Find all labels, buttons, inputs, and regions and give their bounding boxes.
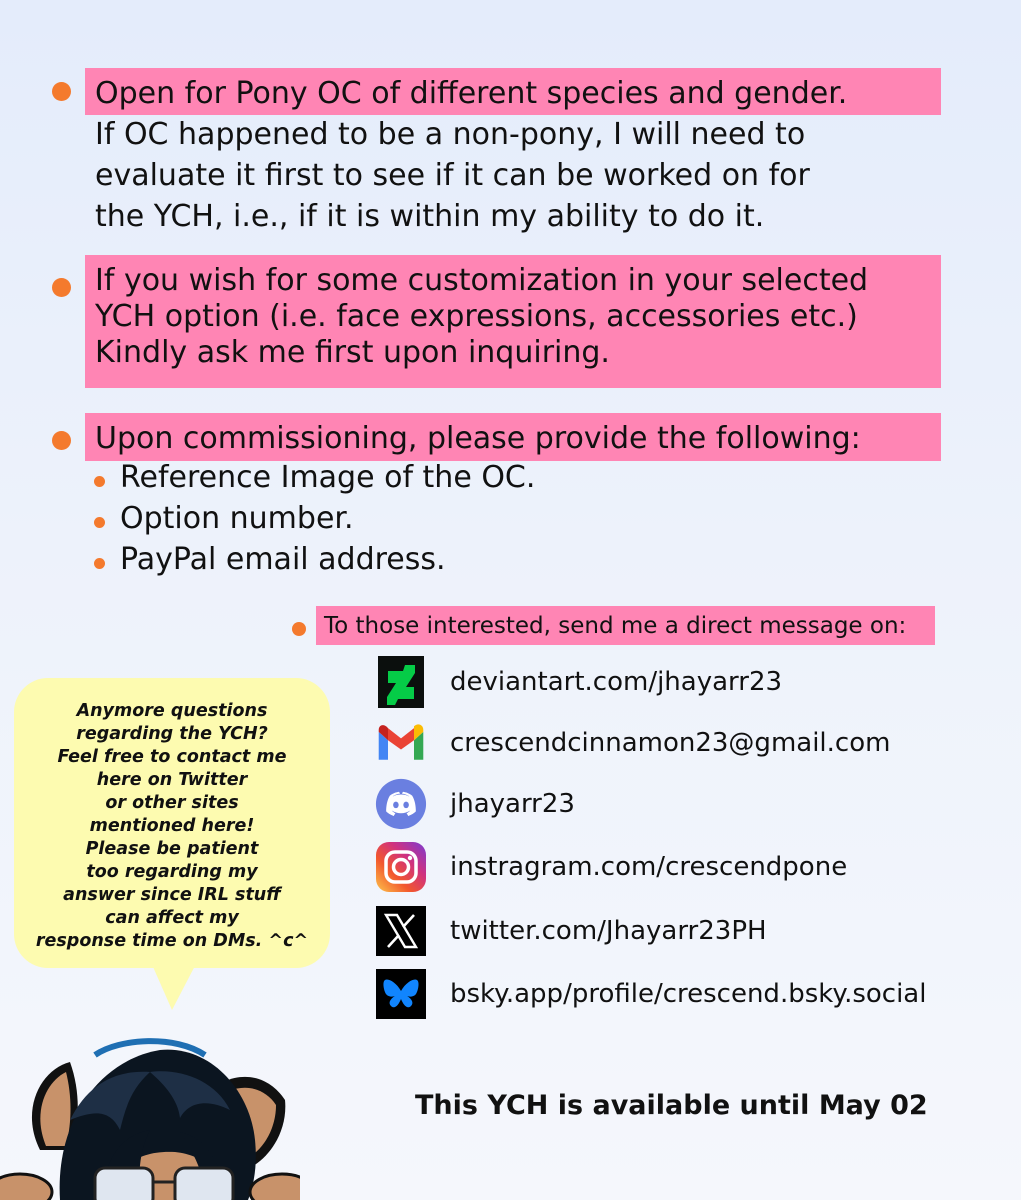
bubble-line: can affect my <box>105 908 239 928</box>
instagram-icon <box>375 841 427 893</box>
deviantart-icon <box>375 656 427 708</box>
bubble-line: Feel free to contact me <box>57 747 287 767</box>
small-bullet-icon <box>94 476 105 487</box>
contact-gmail[interactable] <box>375 717 890 769</box>
requirement-item: Option number. <box>120 501 354 536</box>
section-1-highlight: Open for Pony OC of different species and gender. <box>95 76 848 111</box>
bubble-line: Anymore questions <box>76 701 268 721</box>
bluesky-icon <box>375 968 427 1020</box>
bubble-line: regarding the YCH? <box>76 724 268 744</box>
contact-discord[interactable] <box>375 778 575 830</box>
bubble-line: answer since IRL stuff <box>63 885 281 905</box>
bubble-line: Please be patient <box>85 839 259 859</box>
section-2-line: YCH option (i.e. face expressions, accessories etc.) <box>95 299 858 334</box>
contact-text: twitter.com/Jhayarr23PH <box>450 916 767 946</box>
section-2-line: Kindly ask me first upon inquiring. <box>95 335 610 370</box>
bullet-icon <box>52 278 71 297</box>
section-1-line: If OC happened to be a non-pony, I will need to <box>95 117 806 152</box>
requirement-item: Reference Image of the OC. <box>120 460 536 495</box>
contact-bluesky[interactable] <box>375 968 926 1020</box>
contact-instagram[interactable] <box>375 841 847 893</box>
section-3-highlight: Upon commissioning, please provide the following: <box>95 421 861 456</box>
bubble-line: or other sites <box>105 793 239 813</box>
bullet-icon <box>292 622 306 636</box>
bubble-message <box>14 700 330 953</box>
contact-text: instragram.com/crescendpone <box>450 852 848 882</box>
availability-notice: This YCH is available until May 02 <box>415 1090 928 1121</box>
section-1-line: evaluate it first to see if it can be worked on for <box>95 158 810 193</box>
section-2-line: If you wish for some customization in your selected <box>95 263 869 298</box>
bubble-line: here on Twitter <box>96 770 248 790</box>
section-1-line: the YCH, i.e., if it is within my ability to do it. <box>95 199 765 234</box>
contact-deviantart[interactable] <box>375 656 782 708</box>
bubble-line: too regarding my <box>86 862 258 882</box>
contact-text: crescendcinnamon23@gmail.com <box>450 728 891 758</box>
discord-icon <box>375 778 427 830</box>
contact-twitter[interactable] <box>375 905 767 957</box>
contact-text: deviantart.com/jhayarr23 <box>450 667 783 697</box>
bubble-line: response time on DMs. ^c^ <box>35 931 309 951</box>
contact-text: jhayarr23 <box>450 789 575 819</box>
pony-character-illustration <box>0 1000 300 1200</box>
contact-text: bsky.app/profile/crescend.bsky.social <box>450 979 927 1009</box>
bubble-line: mentioned here! <box>89 816 255 836</box>
x-icon <box>375 905 427 957</box>
small-bullet-icon <box>94 517 105 528</box>
small-bullet-icon <box>94 558 105 569</box>
bullet-icon <box>52 431 71 450</box>
bullet-icon <box>52 82 71 101</box>
contact-heading: To those interested, send me a direct message on: <box>324 613 907 639</box>
requirement-item: PayPal email address. <box>120 542 446 577</box>
gmail-icon <box>375 717 427 769</box>
